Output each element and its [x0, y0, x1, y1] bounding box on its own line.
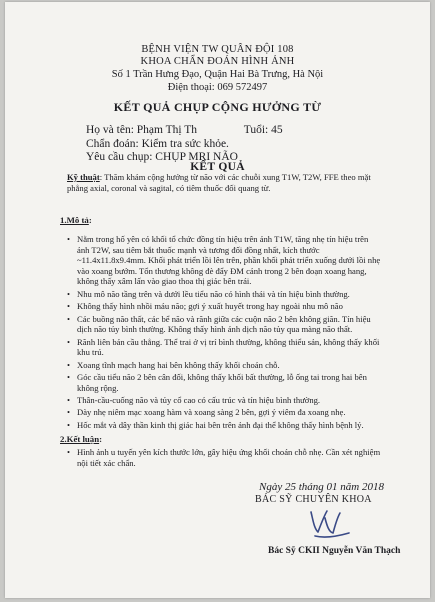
doctor-name: Bác Sỹ CKII Nguyễn Văn Thạch — [268, 546, 401, 556]
hospital-phone: Điện thoại: 069 572497 — [167, 82, 268, 93]
list-item: • Hốc mắt và dây thần kinh thị giác hai bên trên ảnh đại thể không thấy hình bệnh lý. — [67, 419, 364, 430]
result-heading: KẾT QUẢ — [190, 161, 245, 173]
handwritten-signature — [305, 506, 353, 542]
findings-list — [67, 234, 382, 432]
doctor-title: BÁC SỸ CHUYÊN KHOA — [255, 494, 372, 505]
age-label: Tuổi: — [243, 124, 269, 136]
request-value: CHỤP MRI NÃO — [155, 151, 238, 163]
hospital-name: BỆNH VIỆN TW QUÂN ĐỘI 108 — [141, 44, 294, 55]
name-label: Họ và tên: — [86, 124, 134, 136]
conclusion-heading: 2.Kết luận: — [60, 434, 103, 444]
diagnosis-value: Kiểm tra sức khỏe. — [141, 138, 229, 150]
technique-label: Kỹ thuật — [67, 172, 100, 182]
list-item: • Hình ảnh u tuyến yên kích thước lớn, gây hiệu ứng khối choán chỗ nhẹ. Cần xét nghiệm nội tiết xác chẩn. — [67, 447, 381, 468]
diagnosis-label: Chẩn đoán: — [86, 138, 139, 150]
list-item: • Thân-cầu-cuống não và tủy cổ cao có cấu trúc và tín hiệu bình thường. — [67, 394, 321, 405]
list-item: • Xoang tĩnh mạch hang hai bên không thấy khối choán chỗ. — [67, 359, 280, 370]
report-date: Ngày 25 tháng 01 năm 2018 — [259, 481, 384, 493]
name-value: Phạm Thị Th — [136, 124, 198, 136]
request-label: Yêu cầu chụp: — [86, 151, 153, 163]
list-item: • Nhu mô não tầng trên và dưới lều tiểu não có hình thái và tín hiệu bình thường. — [67, 288, 350, 299]
technique-text: : Thăm khám cộng hưởng từ não với các chuỗi xung T1W, T2W, FFE theo mặt phẳng axial, coronal và sagital, có tiêm thuốc đối quang từ. — [67, 172, 371, 193]
list-item: • Các buồng não thất, các bể não và rãnh giữa các cuộn não 2 bên không giãn. Tín hiệu dịch não tủy bình thường. Không thấy hình ảnh dịch não tủy qua màng não thất. — [67, 313, 371, 335]
list-item: • Dày nhẹ niêm mạc xoang hàm và xoang sàng 2 bên, gợi ý viêm đa xoang nhẹ. — [67, 407, 346, 418]
description-heading-text: 1.Mô tả — [60, 215, 89, 225]
diagnosis-row — [86, 138, 229, 150]
conclusion-heading-text: 2.Kết luận — [60, 434, 100, 444]
list-item: • Không thấy hình nhồi máu não; gợi ý xuất huyết trong hay ngoài nhu mô não — [67, 301, 343, 312]
description-heading: 1.Mô tả: — [60, 215, 92, 225]
patient-name-row — [86, 124, 283, 136]
list-item: • Nằm trong hố yên có khối tổ chức đồng tín hiệu trên ảnh T1W, tăng nhẹ tín hiệu trên ảnh T2W, sau tiêm bắt thuốc mạnh và tương đối đồng nhất, kích thước ~11.4x11.8x9.4mm. Khối phát triển lồi lên trên, phần khối phát triển xuống dưới lồi nhẹ vào xoang bướm. Tổn thương không đè đẩy ĐM cảnh trong 2 bên đoạn xoang hang, không thấy xâm lấn vào giao thoa thị giác bên trái. — [67, 234, 381, 287]
list-item: • Rãnh liên bán cầu thẳng. Thể trai ở vị trí bình thường, không thiểu sản, không thấy khối khu trú. — [67, 336, 380, 358]
age-value: 45 — [271, 124, 283, 136]
list-item: • Góc cầu tiểu não 2 bên cân đối, không thấy khối bất thường, lỗ ống tai trong hai bên không rộng. — [67, 371, 367, 393]
hospital-address: Số 1 Trần Hưng Đạo, Quận Hai Bà Trưng, Hà Nội — [111, 69, 324, 80]
department-name: KHOA CHẨN ĐOÁN HÌNH ẢNH — [140, 56, 295, 67]
report-page — [5, 2, 430, 598]
technique-paragraph — [67, 172, 387, 194]
conclusion-list — [67, 447, 382, 468]
report-title: KẾT QUẢ CHỤP CỘNG HƯỞNG TỪ — [113, 100, 322, 114]
